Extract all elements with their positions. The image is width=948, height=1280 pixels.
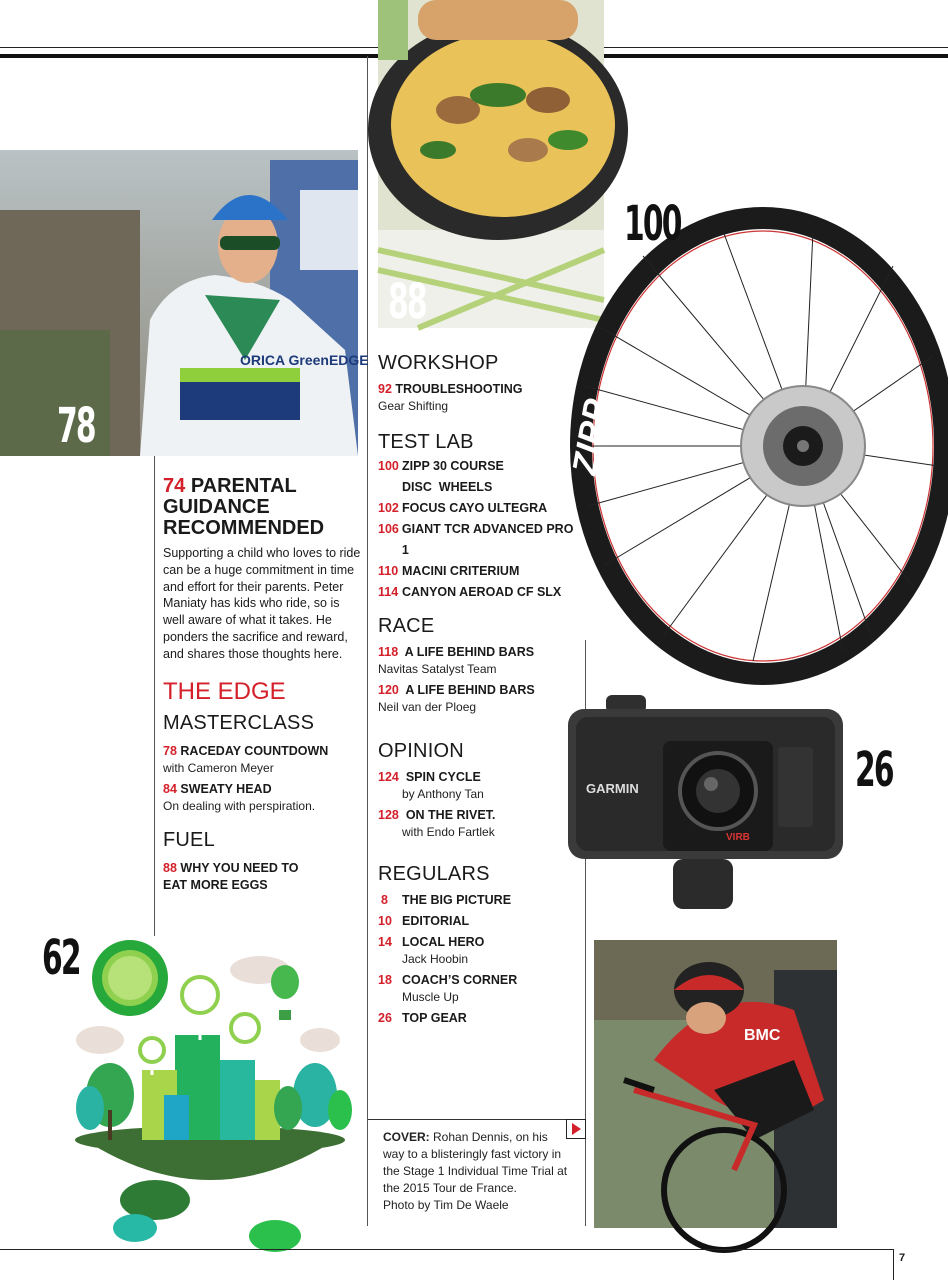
regulars-item-4-number: 18	[378, 973, 392, 987]
race-item-1-title: A LIFE BEHIND BARS	[404, 645, 535, 659]
test-lab-heading: TEST LAB	[378, 431, 474, 453]
wheel-page-number: 100	[624, 196, 681, 252]
top-rule-thick-left	[0, 54, 378, 58]
workshop-item-title: TROUBLESHOOTING	[395, 382, 523, 396]
masterclass-item-2-number: 84	[163, 781, 177, 796]
regulars-item-5-title: TOP GEAR	[402, 1011, 467, 1025]
feature-title[interactable]	[163, 476, 363, 539]
test-lab-item-4-title: MACINI CRITERIUM	[402, 564, 520, 578]
test-lab-item-1b-number	[378, 477, 402, 498]
wheel-brand-text: ZIPP	[565, 396, 617, 478]
rider-photo	[0, 150, 369, 456]
regulars-item-3[interactable]	[378, 934, 583, 951]
cover-caption-label: COVER:	[383, 1130, 430, 1144]
race-heading: RACE	[378, 615, 435, 637]
test-lab-item-1b[interactable]	[378, 477, 583, 498]
regulars-list	[378, 890, 583, 1029]
camera-brand-text: GARMIN	[586, 781, 639, 796]
test-lab-item-1-number: 100	[378, 459, 399, 473]
cover-caption	[383, 1129, 573, 1214]
race-item-1[interactable]	[378, 644, 583, 678]
feature-title-line1: PARENTAL	[190, 475, 297, 497]
test-lab-item-5[interactable]	[378, 582, 583, 603]
regulars-item-3-number: 14	[378, 935, 392, 949]
test-lab-item-1[interactable]	[378, 456, 583, 477]
race-item-1-number: 118	[378, 645, 399, 659]
column-divider-middle	[367, 56, 368, 1226]
cyclist-jersey-text: BMC	[744, 1027, 781, 1044]
left-column	[163, 476, 363, 894]
feature-number: 74	[163, 475, 186, 497]
regulars-item-1-number: 8	[381, 893, 388, 907]
test-lab-item-5-title: CANYON AEROAD CF SLX	[402, 585, 562, 599]
cover-caption-line3: the Stage 1 Individual Time Trial at	[383, 1164, 568, 1178]
fuel-heading: FUEL	[163, 828, 215, 851]
zipp-wheel-image	[565, 212, 948, 682]
regulars-item-3-sub: Jack Hoobin	[402, 952, 469, 966]
masterclass-heading: MASTERCLASS	[163, 711, 315, 734]
regulars-item-1[interactable]	[378, 890, 583, 911]
workshop-item[interactable]	[378, 381, 583, 415]
cyclist-photo	[594, 940, 837, 1228]
masterclass-item-1[interactable]	[163, 743, 363, 777]
camera-page-number: 26	[855, 742, 893, 798]
regulars-item-2[interactable]	[378, 911, 583, 932]
cover-caption-rule	[368, 1119, 586, 1120]
rider-jersey-text: ORICA GreenEDGE	[240, 352, 369, 368]
rider-page-number: 78	[57, 398, 95, 454]
top-rule-thin-left	[0, 47, 378, 48]
opinion-item-1-title: SPIN CYCLE	[405, 770, 481, 784]
workshop-item-sub: Gear Shifting	[378, 399, 449, 413]
masterclass-item-1-number: 78	[163, 743, 177, 758]
masterclass-item-2-sub: On dealing with perspiration.	[163, 798, 316, 813]
city-page-number: 62	[42, 930, 80, 986]
green-city-illustration	[60, 930, 360, 1260]
fuel-item-title-line1: WHY YOU NEED TO	[180, 860, 299, 875]
workshop-item-number: 92	[378, 382, 392, 396]
regulars-item-3-title: LOCAL HERO	[402, 935, 485, 949]
test-lab-item-1b-title: DISC WHEELS	[402, 480, 493, 494]
test-lab-item-2-number: 102	[378, 501, 399, 515]
fuel-item-number: 88	[163, 860, 177, 875]
top-rule-thin-right	[604, 47, 948, 48]
top-rule-thick-right	[604, 54, 948, 58]
test-lab-item-4[interactable]	[378, 561, 583, 582]
fuel-item-title-line2: EAT MORE EGGS	[163, 877, 268, 892]
regulars-item-4-sub: Muscle Up	[402, 990, 459, 1004]
masterclass-item-2[interactable]	[163, 781, 363, 815]
regulars-item-4[interactable]	[378, 972, 583, 989]
test-lab-item-3-number: 106	[378, 522, 399, 536]
race-item-2[interactable]	[378, 682, 583, 716]
race-item-2-sub: Neil van der Ploeg	[378, 700, 477, 714]
test-lab-item-5-number: 114	[378, 585, 399, 599]
column-divider-left	[154, 456, 155, 936]
race-item-2-number: 120	[378, 683, 399, 697]
footer-divider	[893, 1249, 894, 1280]
test-lab-item-3-title: GIANT TCR ADVANCED PRO 1	[401, 522, 574, 557]
cover-caption-line2: way to a blisteringly fast victory in	[383, 1147, 562, 1161]
opinion-item-1[interactable]	[378, 769, 583, 803]
masterclass-item-2-title: SWEATY HEAD	[180, 781, 272, 796]
page-number: 7	[899, 1252, 906, 1264]
test-lab-item-2[interactable]	[378, 498, 583, 519]
cover-caption-line1: Rohan Dennis, on his	[429, 1130, 548, 1144]
camera-model-text: VIRB	[726, 832, 750, 843]
opinion-item-2-title: ON THE RIVET.	[405, 808, 496, 822]
test-lab-item-4-number: 110	[378, 564, 399, 578]
cover-caption-line5: Photo by Tim De Waele	[383, 1198, 509, 1212]
fuel-item[interactable]	[163, 860, 363, 894]
opinion-item-2-sub: with Endo Fartlek	[402, 825, 495, 839]
masterclass-item-1-sub: with Cameron Meyer	[163, 760, 274, 775]
regulars-item-5[interactable]	[378, 1008, 583, 1029]
regulars-item-4-title: COACH’S CORNER	[402, 973, 518, 987]
regulars-item-2-title: EDITORIAL	[402, 914, 470, 928]
opinion-item-2[interactable]	[378, 807, 583, 841]
opinion-item-2-number: 128	[378, 808, 399, 822]
middle-column	[378, 352, 583, 1029]
cover-caption-line4: the 2015 Tour de France.	[383, 1181, 517, 1195]
the-edge-heading: THE EDGE	[163, 677, 286, 705]
test-lab-item-2-title: FOCUS CAYO ULTEGRA	[402, 501, 548, 515]
race-item-2-title: A LIFE BEHIND BARS	[405, 683, 535, 697]
test-lab-list	[378, 456, 583, 603]
footer-rule	[0, 1249, 893, 1250]
regulars-item-1-title: THE BIG PICTURE	[402, 893, 512, 907]
garmin-camera-image	[568, 695, 843, 915]
omelette-page-number: 88	[388, 274, 426, 330]
race-item-1-sub: Navitas Satalyst Team	[378, 662, 497, 676]
workshop-heading: WORKSHOP	[378, 352, 499, 374]
feature-title-line2: GUIDANCE	[163, 496, 270, 518]
masterclass-item-1-title: RACEDAY COUNTDOWN	[180, 743, 329, 758]
regulars-item-5-number: 26	[378, 1011, 392, 1025]
opinion-item-1-number: 124	[378, 770, 399, 784]
feature-title-line3: RECOMMENDED	[163, 517, 325, 539]
feature-body: Supporting a child who loves to ride can be a huge commitment in time and effort for their parents. Peter Maniaty has kids who ride, so is well aware of what it takes. He ponders the sacrifice and reward, and shares those thoughts here.	[163, 546, 361, 661]
test-lab-item-1-title: ZIPP 30 COURSE	[402, 459, 504, 473]
regulars-heading: REGULARS	[378, 863, 490, 885]
test-lab-item-3[interactable]	[378, 519, 583, 561]
opinion-heading: OPINION	[378, 740, 464, 762]
opinion-item-1-sub: by Anthony Tan	[402, 787, 484, 801]
regulars-item-2-number: 10	[378, 914, 392, 928]
